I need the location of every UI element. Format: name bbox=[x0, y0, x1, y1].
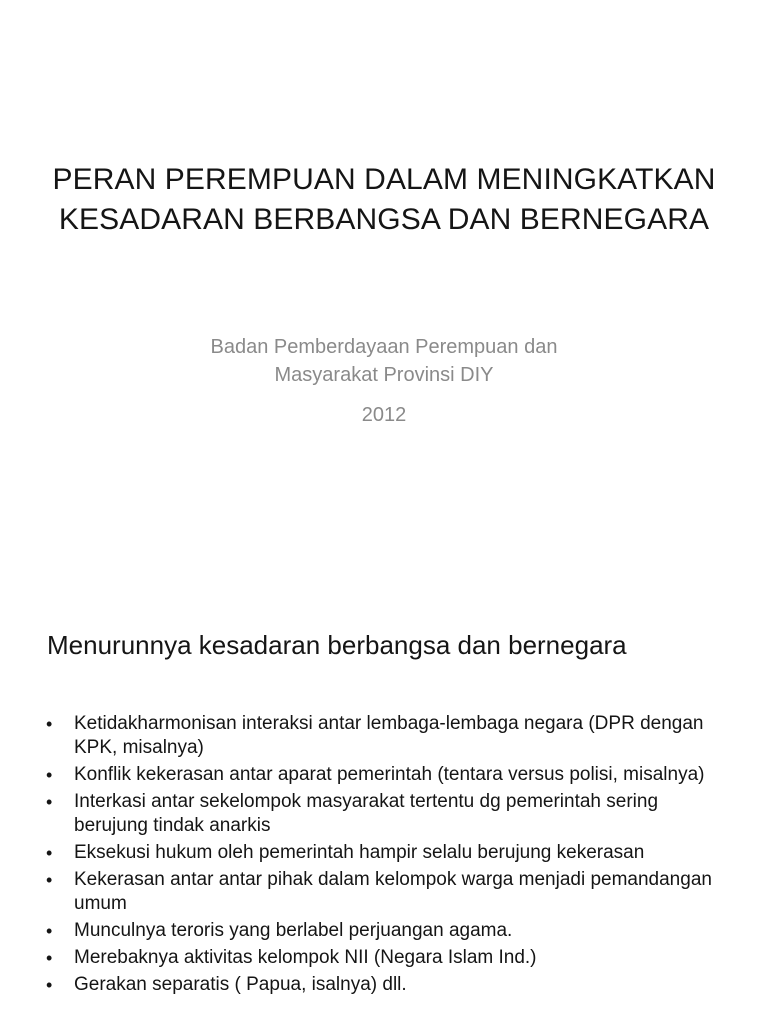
bullet-text: Interkasi antar sekelompok masyarakat tertentu dg pemerintah sering berujung tindak anarkis bbox=[74, 791, 659, 836]
bullet-text: Konflik kekerasan antar aparat pemerintah (tentara versus polisi, misalnya) bbox=[74, 764, 705, 785]
bullet-item bbox=[46, 790, 736, 838]
subtitle-line-1: Badan Pemberdayaan Perempuan dan bbox=[210, 336, 558, 358]
bullet-item bbox=[46, 712, 736, 760]
slide-title-line-2: KESADARAN BERBANGSA DAN BERNEGARA bbox=[58, 203, 710, 236]
bullet-list bbox=[46, 712, 736, 1000]
content-slide bbox=[0, 576, 768, 1024]
bullet-icon: • bbox=[46, 765, 53, 785]
subtitle-line-2: Masyarakat Provinsi DIY bbox=[274, 364, 494, 386]
bullet-icon: • bbox=[46, 870, 53, 890]
slide-subtitle bbox=[80, 333, 688, 429]
bullet-icon: • bbox=[46, 843, 53, 863]
content-slide-title: Menurunnya kesadaran berbangsa dan bernegara bbox=[47, 630, 627, 660]
bullet-icon: • bbox=[46, 975, 53, 995]
bullet-icon: • bbox=[46, 714, 53, 734]
bullet-item bbox=[46, 763, 736, 787]
bullet-item bbox=[46, 919, 736, 943]
slide-title bbox=[40, 160, 728, 240]
bullet-icon: • bbox=[46, 792, 53, 812]
bullet-item bbox=[46, 946, 736, 970]
bullet-text: Merebaknya aktivitas kelompok NII (Negara Islam Ind.) bbox=[74, 947, 537, 968]
bullet-icon: • bbox=[46, 921, 53, 941]
bullet-text: Munculnya teroris yang berlabel perjuangan agama. bbox=[74, 920, 513, 941]
bullet-item bbox=[46, 973, 736, 997]
slide-title-line-1: PERAN PEREMPUAN DALAM MENINGKATKAN bbox=[52, 163, 716, 196]
bullet-text: Kekerasan antar antar pihak dalam kelompok warga menjadi pemandangan umum bbox=[74, 869, 712, 914]
bullet-text: Gerakan separatis ( Papua, isalnya) dll. bbox=[74, 974, 407, 995]
bullet-icon: • bbox=[46, 948, 53, 968]
bullet-text: Ketidakharmonisan interaksi antar lembaga-lembaga negara (DPR dengan KPK, misalnya) bbox=[74, 713, 704, 758]
bullet-text: Eksekusi hukum oleh pemerintah hampir selalu berujung kekerasan bbox=[74, 842, 645, 863]
bullet-item bbox=[46, 868, 736, 916]
subtitle-year: 2012 bbox=[361, 404, 407, 426]
bullet-item bbox=[46, 841, 736, 865]
